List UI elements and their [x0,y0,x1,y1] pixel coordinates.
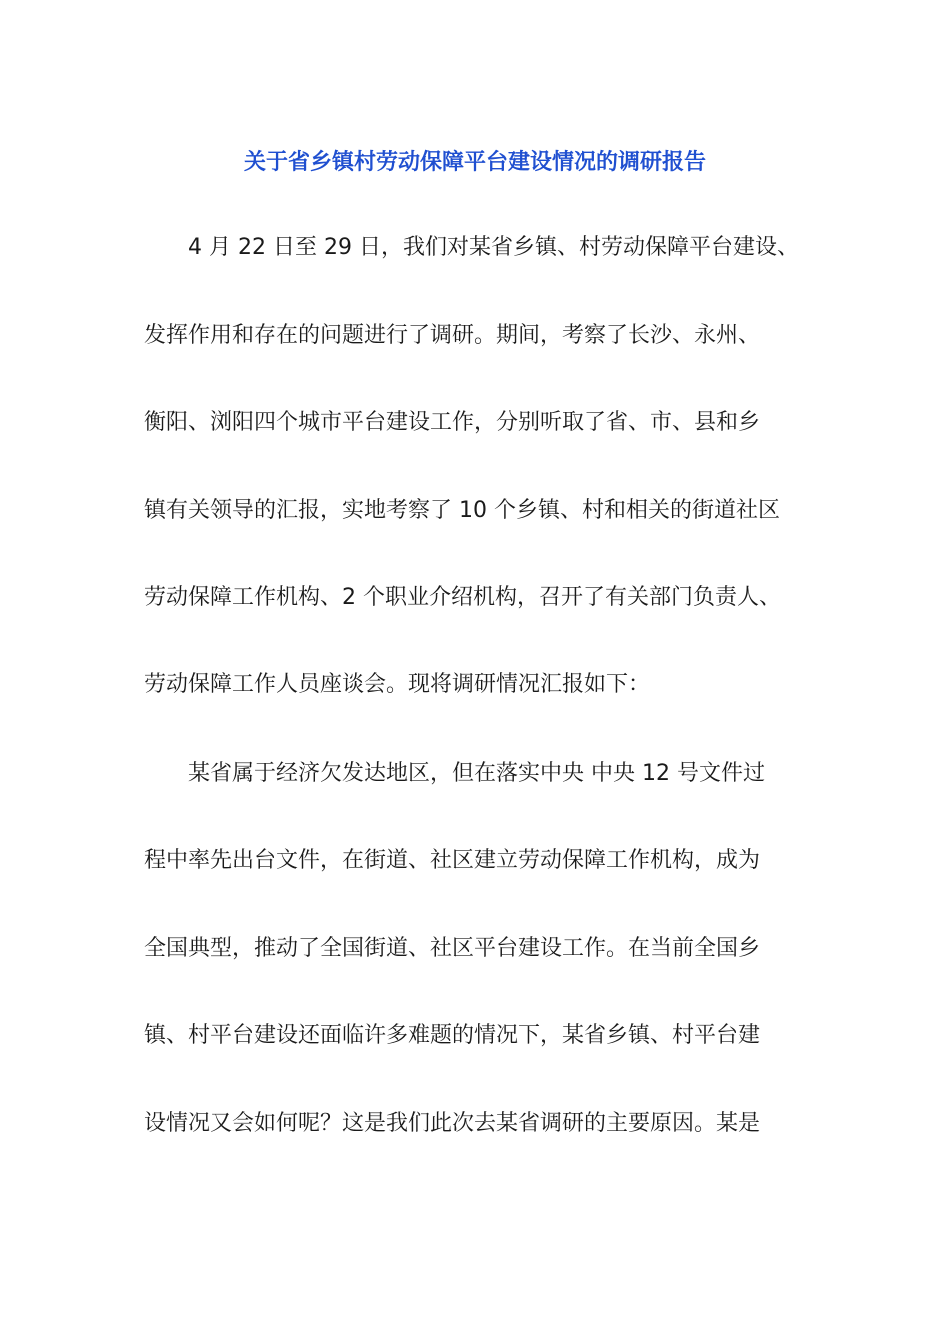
paragraph-1-line-5: 劳动保障工作机构、2 个职业介绍机构，召开了有关部门负责人、 [144,585,781,610]
paragraph-1-line-1: 4 月 22 日至 29 日，我们对某省乡镇、村劳动保障平台建设、 [188,235,799,260]
paragraph-1-line-3: 衡阳、浏阳四个城市平台建设工作，分别听取了省、市、县和乡 [144,410,761,435]
paragraph-2-line-5: 设情况又会如何呢？这是我们此次去某省调研的主要原因。某是 [144,1111,761,1136]
paragraph-2-line-1: 某省属于经济欠发达地区，但在落实中央 中央 12 号文件过 [188,761,765,786]
paragraph-1-line-2: 发挥作用和存在的问题进行了调研。期间，考察了长沙、永州、 [144,323,761,348]
paragraph-1-line-4: 镇有关领导的汇报，实地考察了 10 个乡镇、村和相关的街道社区 [144,498,780,523]
paragraph-2-line-2: 程中率先出台文件，在街道、社区建立劳动保障工作机构，成为 [144,848,761,873]
paragraph-2-line-4: 镇、村平台建设还面临许多难题的情况下，某省乡镇、村平台建 [144,1023,761,1048]
paragraph-2-line-3: 全国典型，推动了全国街道、社区平台建设工作。在当前全国乡 [144,936,761,961]
document-title: 关于省乡镇村劳动保障平台建设情况的调研报告 [243,150,706,175]
paragraph-1-line-6: 劳动保障工作人员座谈会。现将调研情况汇报如下： [144,672,651,697]
